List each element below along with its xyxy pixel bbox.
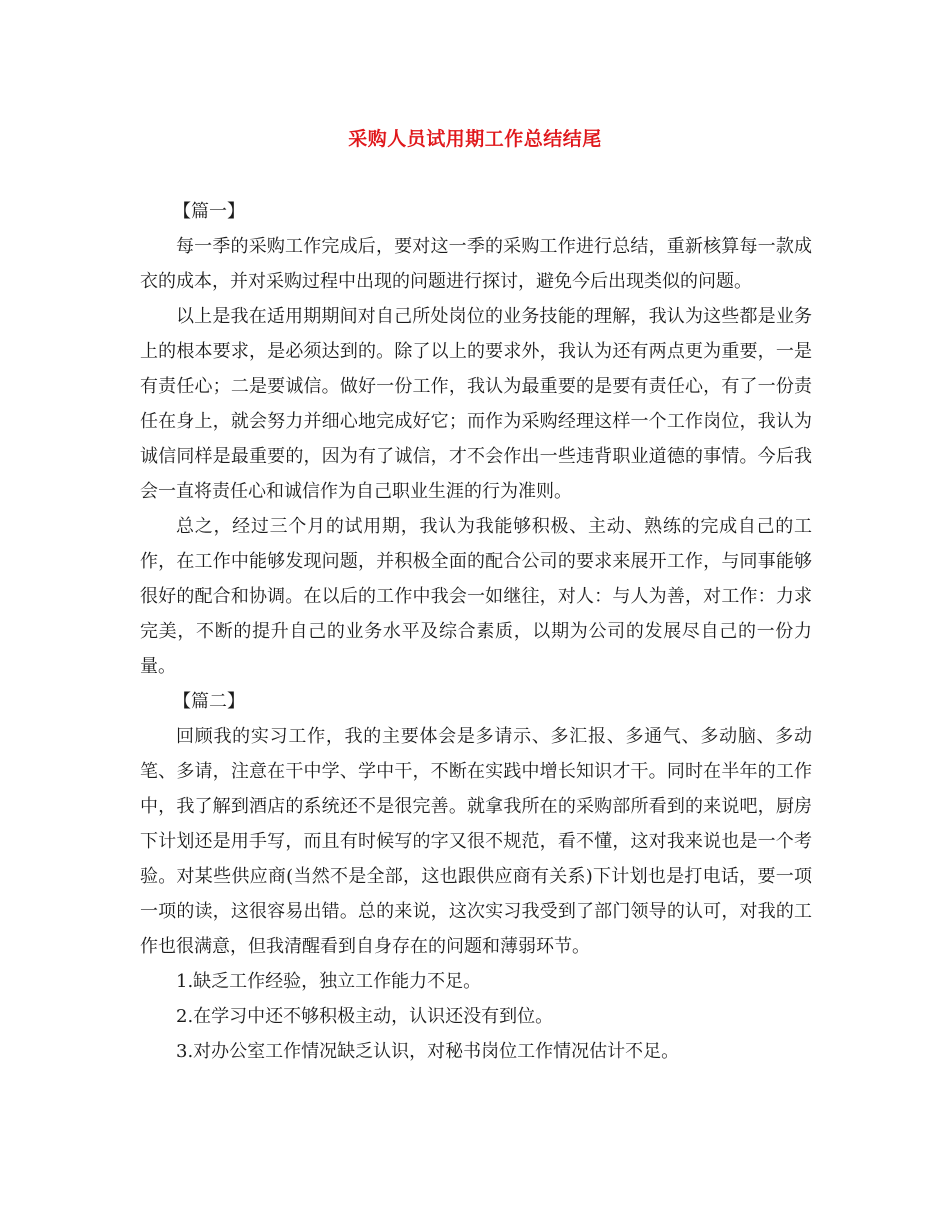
paragraph: 以上是我在适用期期间对自己所处岗位的业务技能的理解，我认为这些都是业务上的根本要求，是必须达到的。除了以上的要求外，我认为还有两点更为重要，一是有责任心；二是要诚信。做好一份工作，我认为最重要的是要有责任心，有了一份责任在身上，就会努力并细心地完成好它；而作为采购经理这样一个工作岗位，我认为诚信同样是最重要的，因为有了诚信，才不会作出一些违背职业道德的事情。今后我会一直将责任心和诚信作为自己职业生涯的行为准则。 (140, 306, 812, 502)
list-item: 2.在学习中还不够积极主动，认识还没有到位。 (176, 1006, 554, 1027)
paragraph: 回顾我的实习工作，我的主要体会是多请示、多汇报、多通气、多动脑、多动笔、多请，注意在干中学、学中干，不断在实践中增长知识才干。同时在半年的工作中，我了解到酒店的系统还不是很完善。就拿我所在的采购部所看到的来说吧，厨房下计划还是用手写，而且有时候写的字又很不规范，看不懂，这对我来说也是一个考验。对某些供应商(当然不是全部，这也跟供应商有关系)下计划也是打电话，要一项一项的读，这很容易出错。总的来说，这次实习我受到了部门领导的认可，对我的工作也很满意，但我清醒看到自身存在的问题和薄弱环节。 (140, 726, 812, 957)
paragraph: 每一季的采购工作完成后，要对这一季的采购工作进行总结，重新核算每一款成衣的成本，并对采购过程中出现的问题进行探讨，避免今后出现类似的问题。 (140, 236, 812, 292)
section-heading-1: 【篇一】 (173, 201, 245, 222)
list-item: 1.缺乏工作经验，独立工作能力不足。 (176, 971, 482, 992)
section-heading-2: 【篇二】 (173, 691, 245, 712)
document-title: 采购人员试用期工作总结结尾 (348, 128, 602, 150)
document-body (140, 194, 812, 1069)
list-item: 3.对办公室工作情况缺乏认识，对秘书岗位工作情况估计不足。 (176, 1041, 680, 1062)
paragraph: 总之，经过三个月的试用期，我认为我能够积极、主动、熟练的完成自己的工作，在工作中能够发现问题，并积极全面的配合公司的要求来展开工作，与同事能够很好的配合和协调。在以后的工作中我会一如继往，对人：与人为善，对工作：力求完美，不断的提升自己的业务水平及综合素质，以期为公司的发展尽自己的一份力量。 (140, 516, 812, 677)
